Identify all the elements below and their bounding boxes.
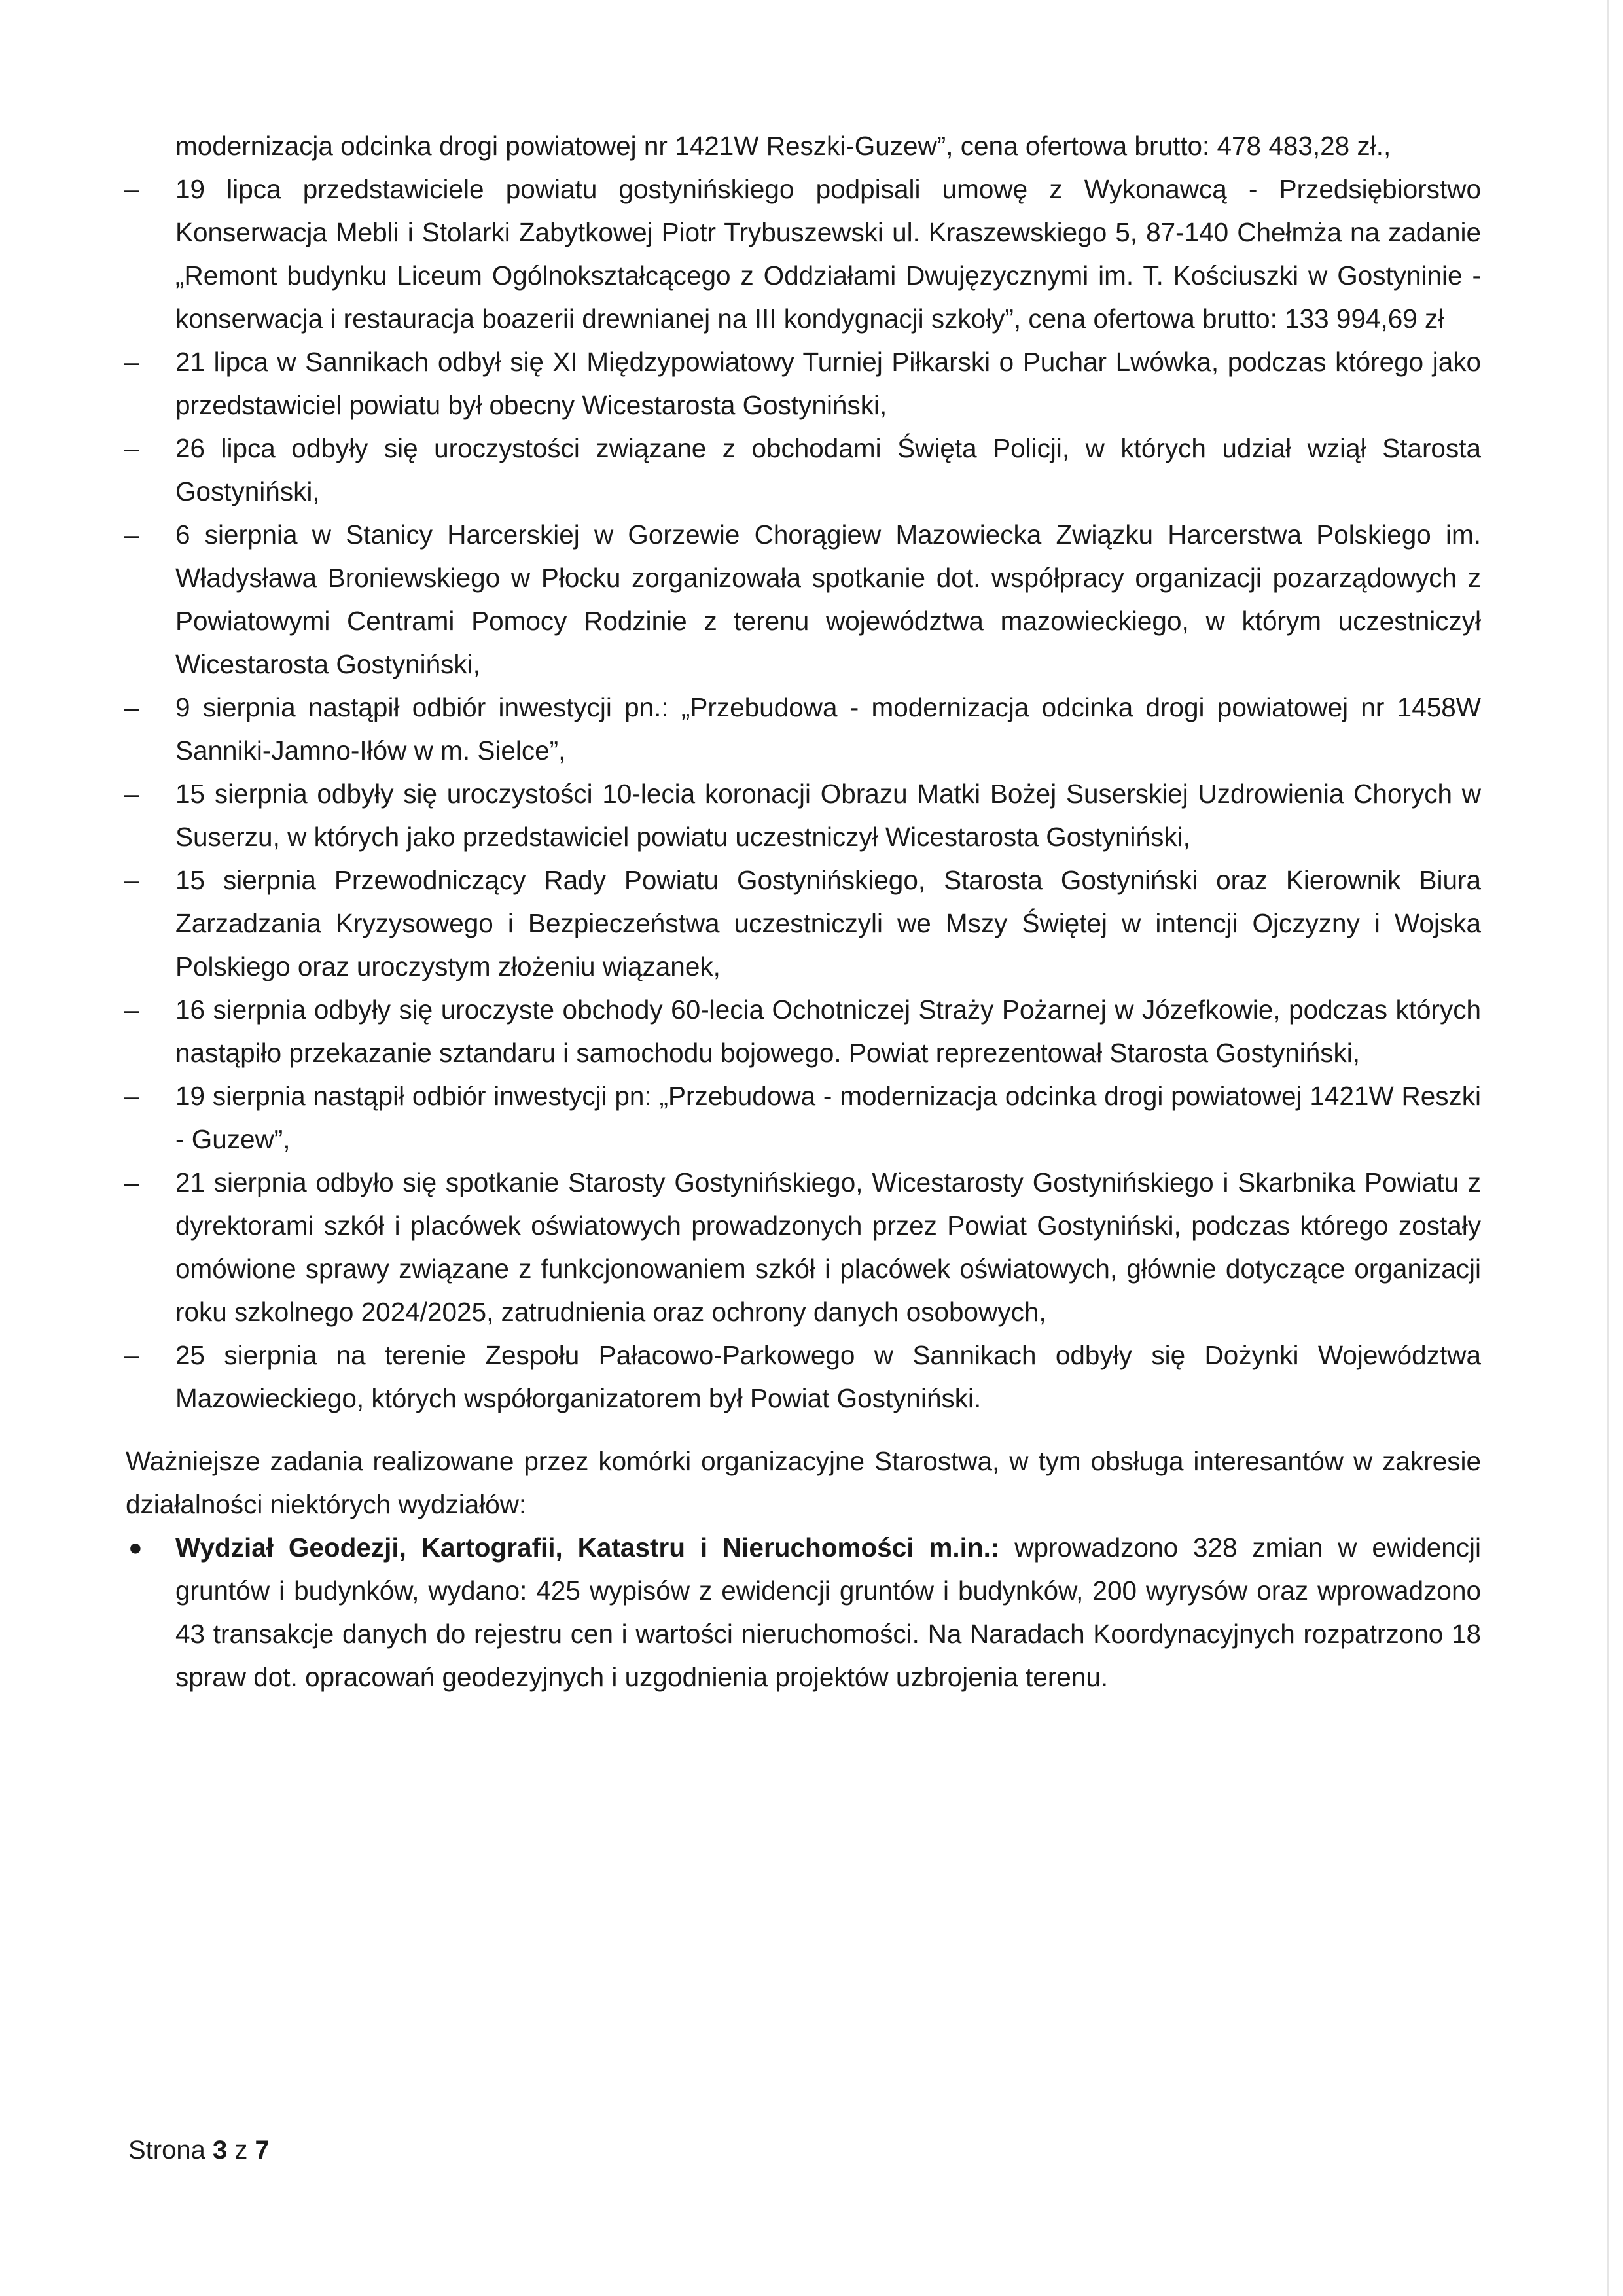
list-item bbox=[124, 772, 1481, 858]
list-item-text: 6 sierpnia w Stanicy Harcerskiej w Gorzewie Chorągiew Mazowiecka Związku Harcerstwa Polskiego im. Władysława Broniewskiego w Płocku zorganizowała spotkanie dot. współpracy organizacji pozarządowych z Powiatowymi Centrami Pomocy Rodzinie z terenu województwa mazowieckiego, w którym uczestniczył Wicestarosta Gostyniński, bbox=[175, 520, 1481, 679]
list-item bbox=[124, 858, 1481, 988]
bullet-heading: Wydział Geodezji, Kartografii, Katastru i Nieruchomości m.in.: bbox=[175, 1532, 1000, 1563]
footer-label: Strona bbox=[128, 2136, 205, 2164]
continuation-paragraph: modernizacja odcinka drogi powiatowej nr 1421W Reszki-Guzew”, cena ofertowa brutto: 478 483,28 zł., bbox=[175, 131, 1391, 161]
dash-marker: – bbox=[124, 520, 139, 550]
dash-marker: – bbox=[124, 865, 139, 895]
list-item bbox=[124, 1161, 1481, 1333]
list-item bbox=[124, 168, 1481, 340]
bullet-list bbox=[128, 1526, 1481, 1699]
intro-paragraph: Ważniejsze zadania realizowane przez komórki organizacyjne Starostwa, w tym obsługa interesantów w zakresie działalności niektórych wydziałów: bbox=[126, 1446, 1481, 1519]
list-item-text: 26 lipca odbyły się uroczystości związane z obchodami Święta Policji, w których udział wziął Starosta Gostyniński, bbox=[175, 433, 1481, 506]
footer-of: z bbox=[234, 2136, 248, 2164]
list-item bbox=[124, 686, 1481, 772]
footer-page-number: 3 bbox=[212, 2136, 228, 2164]
page-edge bbox=[1607, 0, 1609, 2296]
document-body bbox=[124, 124, 1481, 1699]
list-item-text: 16 sierpnia odbyły się uroczyste obchody 60-lecia Ochotniczej Straży Pożarnej w Józefkowie, podczas których nastąpiło przekazanie sztandaru i samochodu bojowego. Powiat reprezentował Starosta Gostyniński, bbox=[175, 995, 1481, 1068]
list-item bbox=[124, 427, 1481, 513]
list-item bbox=[124, 340, 1481, 427]
list-item-text: 15 sierpnia odbyły się uroczystości 10-lecia koronacji Obrazu Matki Bożej Suserskiej Uzdrowienia Chorych w Suserzu, w których jako przedstawiciel powiatu uczestniczył Wicestarosta Gostyniński, bbox=[175, 779, 1481, 852]
bullet-marker: ● bbox=[128, 1534, 143, 1561]
dash-marker: – bbox=[124, 692, 139, 722]
list-item bbox=[124, 1333, 1481, 1420]
list-item-text: 19 sierpnia nastąpił odbiór inwestycji pn: „Przebudowa - modernizacja odcinka drogi powiatowej 1421W Reszki - Guzew”, bbox=[175, 1081, 1481, 1154]
dash-marker: – bbox=[124, 1081, 139, 1111]
list-item-text: 19 lipca przedstawiciele powiatu gostynińskiego podpisali umowę z Wykonawcą - Przedsiębiorstwo Konserwacja Mebli i Stolarki Zabytkowej Piotr Trybuszewski ul. Kraszewskiego 5, 87-140 Chełmża na zadanie „Remont budynku Liceum Ogólnokształcącego z Oddziałami Dwujęzycznymi im. T. Kościuszki w Gostyninie - konserwacja i restauracja boazerii drewnianej na III kondygnacji szkoły”, cena ofertowa brutto: 133 994,69 zł bbox=[175, 174, 1481, 334]
list-item bbox=[124, 513, 1481, 686]
dash-marker: – bbox=[124, 1340, 139, 1370]
dash-marker: – bbox=[124, 347, 139, 377]
footer-total-pages: 7 bbox=[255, 2136, 270, 2164]
list-item-text: 21 sierpnia odbyło się spotkanie Starosty Gostynińskiego, Wicestarosty Gostynińskiego i Skarbnika Powiatu z dyrektorami szkół i placówek oświatowych prowadzonych przez Powiat Gostyniński, podczas którego zostały omówione sprawy związane z funkcjonowaniem szkół i placówek oświatowych, głównie dotyczące organizacji roku szkolnego 2024/2025, zatrudnienia oraz ochrony danych osobowych, bbox=[175, 1167, 1481, 1327]
dash-marker: – bbox=[124, 1167, 139, 1197]
dash-marker: – bbox=[124, 174, 139, 204]
dash-marker: – bbox=[124, 433, 139, 463]
dash-marker: – bbox=[124, 779, 139, 809]
list-item-text: 9 sierpnia nastąpił odbiór inwestycji pn.: „Przebudowa - modernizacja odcinka drogi powiatowej nr 1458W Sanniki-Jamno-Iłów w m. Sielce”, bbox=[175, 692, 1481, 766]
list-item bbox=[124, 988, 1481, 1074]
dash-list bbox=[124, 168, 1481, 1420]
dash-marker: – bbox=[124, 995, 139, 1025]
list-item-text: 25 sierpnia na terenie Zespołu Pałacowo-Parkowego w Sannikach odbyły się Dożynki Województwa Mazowieckiego, których współorganizatorem był Powiat Gostyniński. bbox=[175, 1340, 1481, 1413]
bullet-item bbox=[128, 1526, 1481, 1699]
list-item bbox=[124, 1074, 1481, 1161]
list-item-text: 15 sierpnia Przewodniczący Rady Powiatu Gostynińskiego, Starosta Gostyniński oraz Kierownik Biura Zarzadzania Kryzysowego i Bezpieczeństwa uczestniczyli we Mszy Świętej w intencji Ojczyzny i Wojska Polskiego oraz uroczystym złożeniu wiązanek, bbox=[175, 865, 1481, 981]
list-item-text: 21 lipca w Sannikach odbył się XI Międzypowiatowy Turniej Piłkarski o Puchar Lwówka, podczas którego jako przedstawiciel powiatu był obecny Wicestarosta Gostyniński, bbox=[175, 347, 1481, 420]
bullet-text: wprowadzono 328 zmian w ewidencji gruntów i budynków, wydano: 425 wypisów z ewidencji gruntów i budynków, 200 wyrysów oraz wprowadzono 43 transakcje danych do rejestru cen i wartości nieruchomości. Na Naradach Koordynacyjnych rozpatrzono 18 spraw dot. opracowań geodezyjnych i uzgodnienia projektów uzbrojenia terenu. bbox=[175, 1532, 1481, 1692]
page-footer bbox=[128, 2130, 270, 2170]
